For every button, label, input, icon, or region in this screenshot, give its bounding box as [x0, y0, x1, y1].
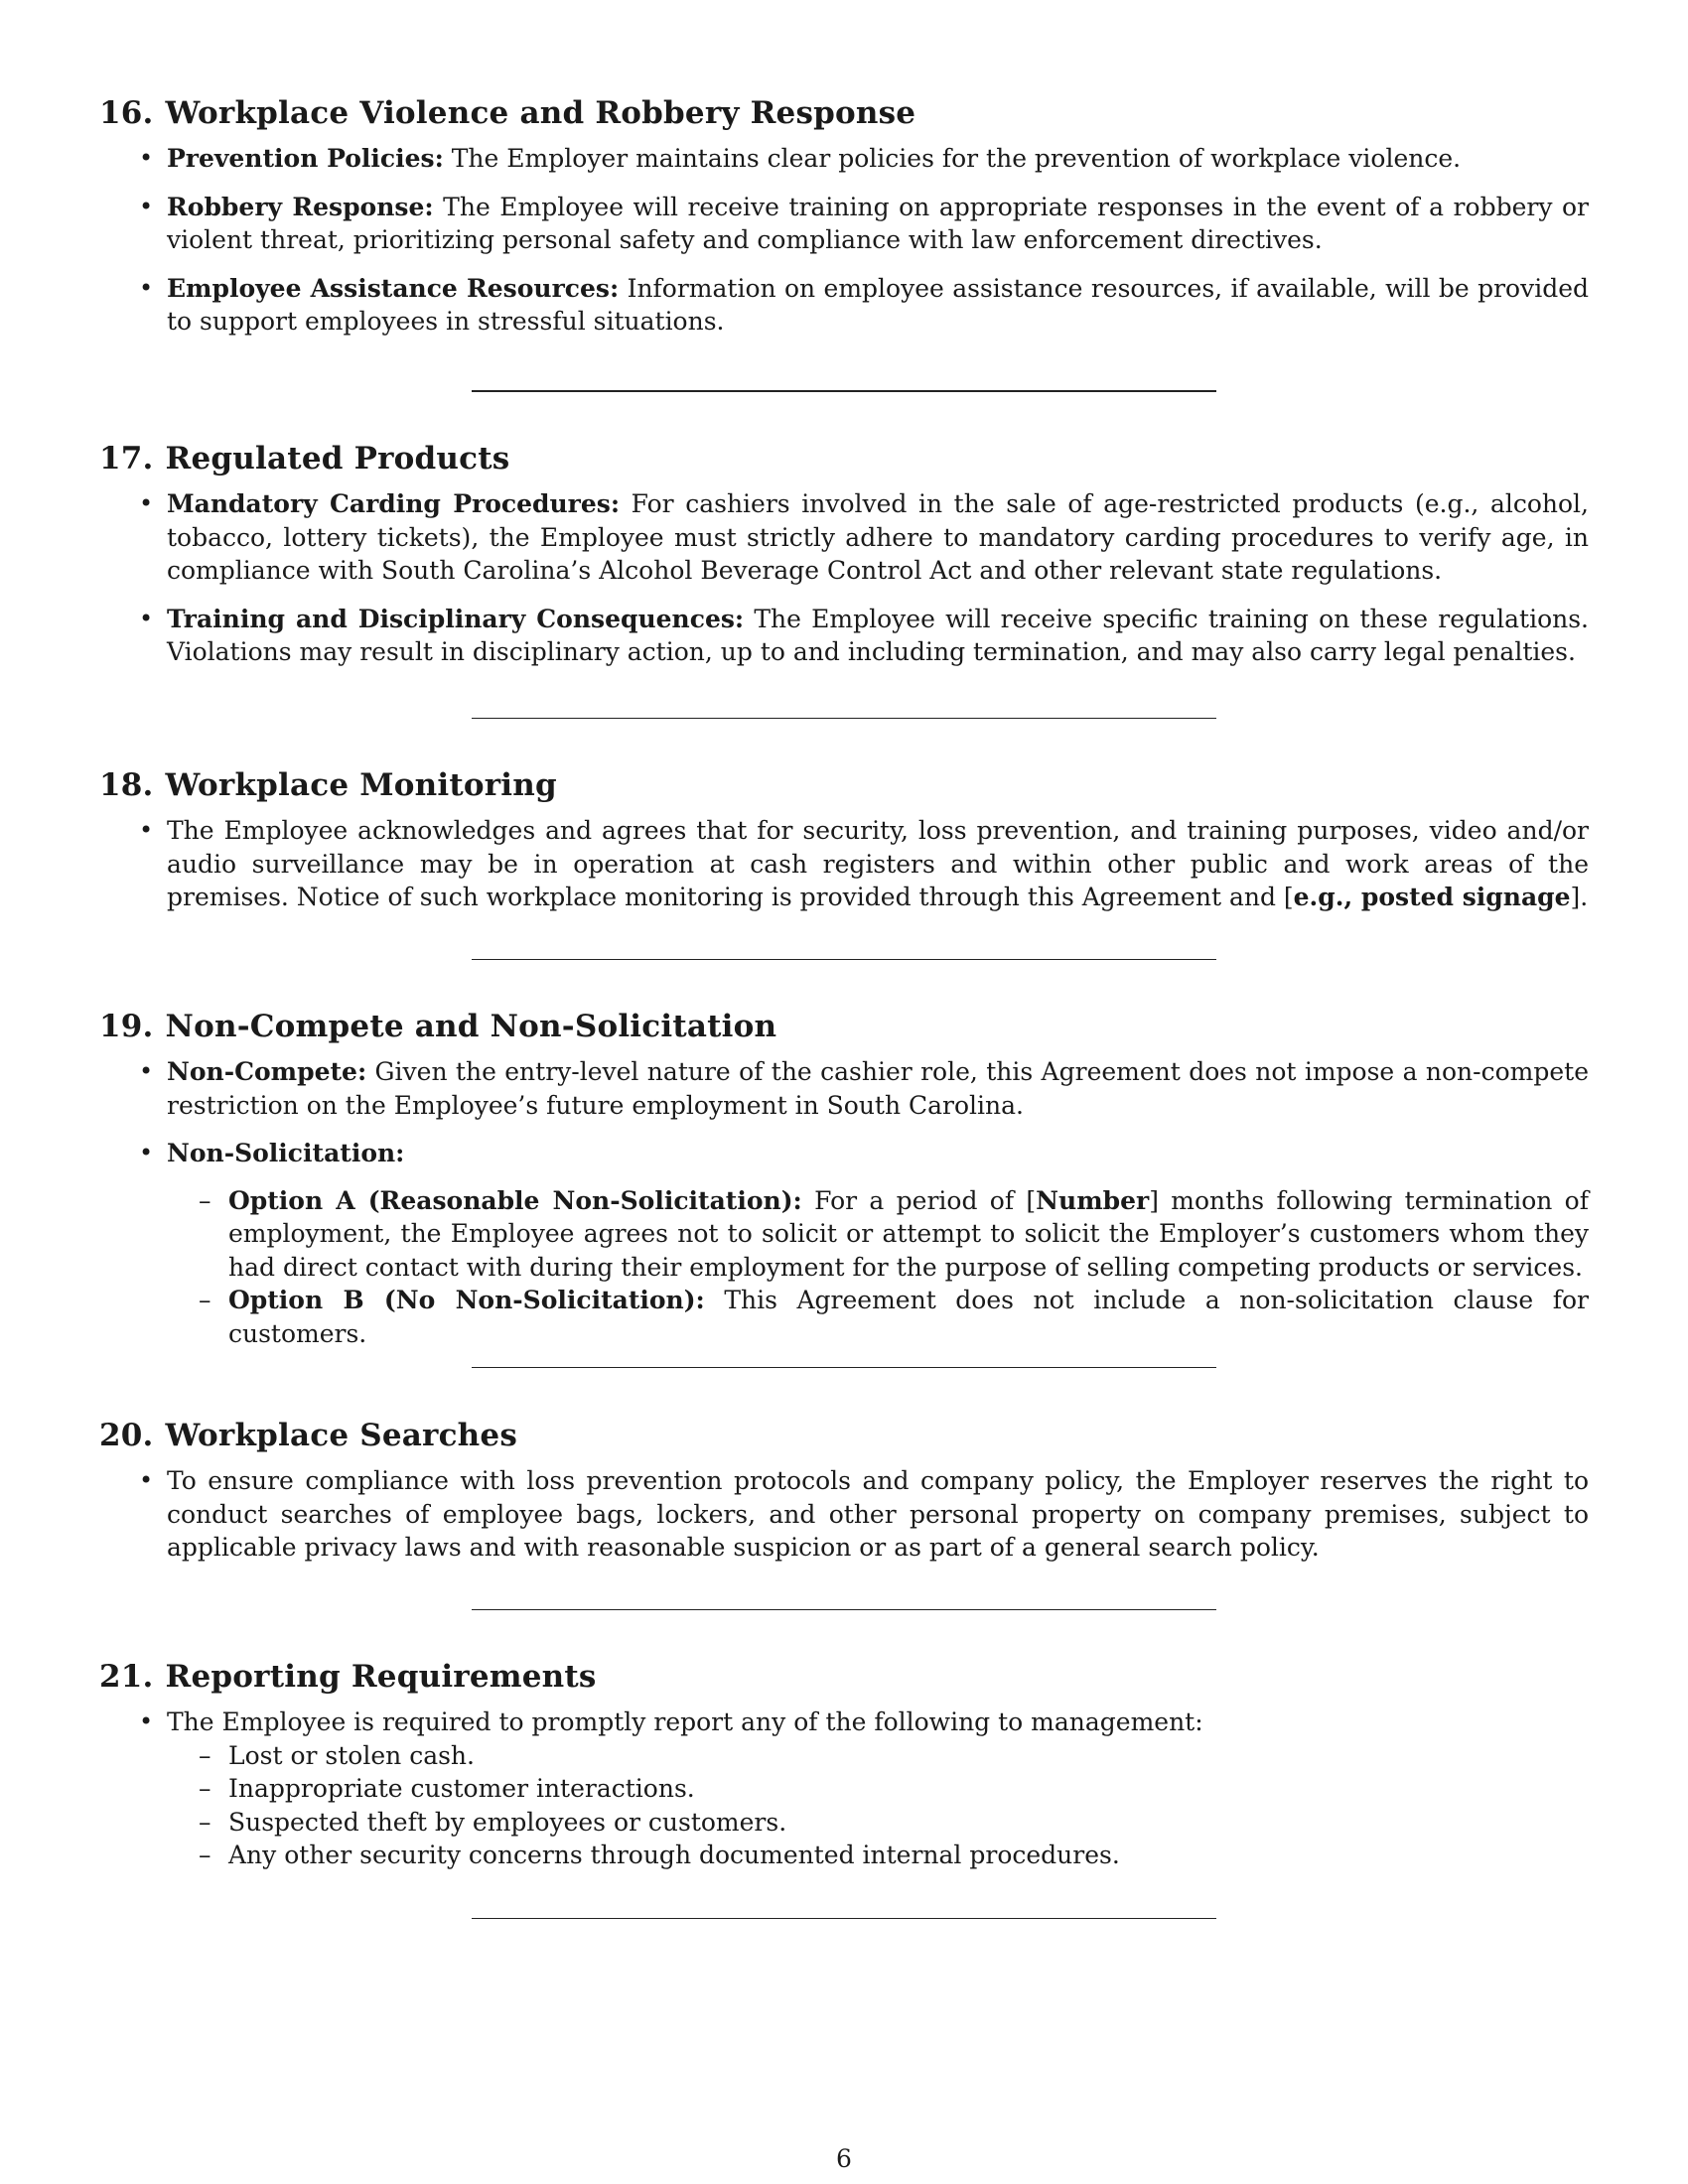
report-list	[167, 1739, 1589, 1872]
report-item: – Lost or stolen cash.	[167, 1739, 1589, 1773]
list-item: • The Employee acknowledges and agrees that for security, loss prevention, and training purposes, video and/or audio surveillance may be in operation at cash registers and within other public and work areas of the premises. Notice of such workplace monitoring is provided through this Agreement and [e.g., posted signage].	[99, 814, 1589, 914]
bullet-list	[99, 487, 1589, 669]
bullet-list	[99, 1706, 1589, 1872]
list-item: • Employee Assistance Resources: Information on employee assistance resources, if available, will be provided to support employees in stressful situations.	[99, 272, 1589, 339]
section-heading: 17. Regulated Products	[99, 441, 510, 477]
section-divider	[472, 959, 1216, 960]
section-19	[99, 1008, 1589, 1350]
list-item: • Mandatory Carding Procedures: For cashiers involved in the sale of age-restricted products (e.g., alcohol, tobacco, lottery tickets), the Employee must strictly adhere to mandatory carding procedures to verify age, in compliance with South Carolina’s Alcohol Beverage Control Act and other relevant state regulations.	[99, 487, 1589, 588]
list-item: • The Employee is required to promptly report any of the following to management: – Lost or stolen cash. – Inappropriate customer interactions. – Suspected theft by employees or customers. – Any other security concerns through documented internal procedures.	[99, 1706, 1589, 1872]
section-heading: 18. Workplace Monitoring	[99, 767, 557, 803]
section-20	[99, 1417, 1589, 1565]
option-list	[167, 1184, 1589, 1351]
bullet-list	[99, 1055, 1589, 1350]
list-item: • Non-Compete: Given the entry-level nature of the cashier role, this Agreement does not impose a non-compete restriction on the Employee’s future employment in South Carolina.	[99, 1055, 1589, 1122]
section-17	[99, 440, 1589, 669]
list-item: • Robbery Response: The Employee will receive training on appropriate responses in the event of a robbery or violent threat, prioritizing personal safety and compliance with law enforcement directives.	[99, 191, 1589, 257]
section-heading: 20. Workplace Searches	[99, 1418, 517, 1453]
section-divider	[472, 1367, 1216, 1368]
section-divider	[472, 718, 1216, 719]
section-21	[99, 1658, 1589, 1872]
section-heading: 21. Reporting Requirements	[99, 1659, 597, 1695]
report-item: – Any other security concerns through documented internal procedures.	[167, 1839, 1589, 1872]
section-divider	[472, 1609, 1216, 1610]
section-16	[99, 94, 1589, 339]
bullet-list	[99, 1464, 1589, 1565]
list-item: • Non-Solicitation: – Option A (Reasonable Non-Solicitation): For a period of [Number] months following termination of employment, the Employee agrees not to solicit or attempt to solicit the Employer’s customers whom they had direct contact with during their employment for the purpose of selling competing products or services. – Option B (No Non-Solicitation): This Agreement does not include a non-solicitation clause for customers.	[99, 1137, 1589, 1350]
section-heading: 19. Non-Compete and Non-Solicitation	[99, 1009, 777, 1044]
bullet-list	[99, 142, 1589, 339]
list-item: • Prevention Policies: The Employer maintains clear policies for the prevention of workplace violence.	[99, 142, 1589, 176]
list-item: • To ensure compliance with loss prevention protocols and company policy, the Employer reserves the right to conduct searches of employee bags, lockers, and other personal property on company premises, subject to applicable privacy laws and with reasonable suspicion or as part of a general search policy.	[99, 1464, 1589, 1565]
section-heading: 16. Workplace Violence and Robbery Response	[99, 95, 916, 131]
section-divider	[472, 390, 1216, 392]
option-item: – Option B (No Non-Solicitation): This Agreement does not include a non-solicitation clause for customers.	[167, 1284, 1589, 1350]
section-divider	[472, 1918, 1216, 1919]
option-item: – Option A (Reasonable Non-Solicitation): For a period of [Number] months following termination of employment, the Employee agrees not to solicit or attempt to solicit the Employer’s customers whom they had direct contact with during their employment for the purpose of selling competing products or services.	[167, 1184, 1589, 1285]
report-item: – Inappropriate customer interactions.	[167, 1772, 1589, 1806]
section-18	[99, 766, 1589, 914]
report-item: – Suspected theft by employees or customers.	[167, 1806, 1589, 1840]
list-item: • Training and Disciplinary Consequences: The Employee will receive specific training on these regulations. Violations may result in disciplinary action, up to and including termination, and may also carry legal penalties.	[99, 603, 1589, 669]
page-number: 6	[836, 2144, 852, 2173]
bullet-list	[99, 814, 1589, 914]
